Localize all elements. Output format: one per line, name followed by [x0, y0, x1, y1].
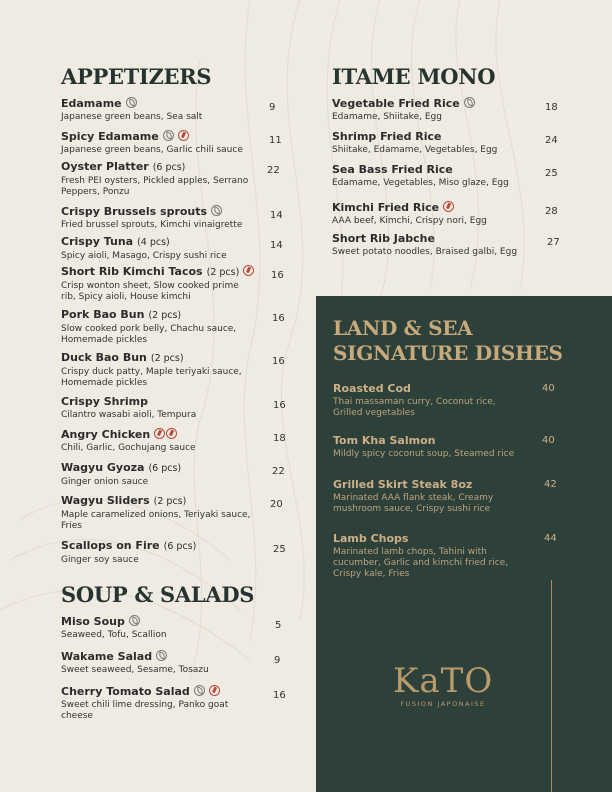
item-price: 44 [544, 533, 557, 544]
item-title: Wagyu Sliders [61, 494, 150, 507]
item-name [61, 461, 251, 476]
item-price: 16 [273, 690, 286, 701]
item-description: Marinated AAA flank steak, Creamy mushroom sauce, Crispy sushi rice [333, 493, 494, 514]
item-description: Sweet chili lime dressing, Panko goat cheese [61, 700, 229, 721]
item-title: Grilled Skirt Steak 8oz [333, 478, 473, 491]
item-name [61, 539, 251, 554]
item-description: Marinated lamb chops, Tahini with cucumber, Garlic and kimchi fried rice, Crispy kale, Fries [333, 547, 509, 579]
item-name [332, 163, 542, 177]
menu-item [61, 351, 251, 389]
item-name [332, 232, 542, 246]
item-description: Seaweed, Tofu, Scallion [61, 630, 167, 640]
spicy-icon [166, 428, 177, 439]
item-name [61, 308, 251, 323]
menu-item [61, 395, 251, 421]
menu-item [61, 130, 251, 156]
menu-item [61, 308, 251, 346]
item-price: 18 [545, 102, 558, 113]
item-description: AAA beef, Kimchi, Crispy nori, Egg [332, 216, 487, 226]
menu-item [61, 265, 251, 303]
menu-item [332, 163, 542, 189]
item-description: Mildly spicy coconut soup, Steamed rice [333, 449, 515, 459]
item-price: 25 [273, 544, 286, 555]
item-title: Pork Bao Bun [61, 308, 145, 321]
item-price: 11 [269, 135, 282, 146]
item-title: Short Rib Kimchi Tacos [61, 265, 203, 278]
item-title: Tom Kha Salmon [333, 434, 436, 447]
item-price: 42 [544, 479, 557, 490]
item-description: Shiitake, Edamame, Vegetables, Egg [332, 145, 498, 155]
item-description: Edamame, Vegetables, Miso glaze, Egg [332, 178, 509, 188]
item-quantity: (2 pcs) [153, 496, 187, 507]
item-price: 14 [270, 210, 283, 221]
item-name [333, 382, 523, 396]
vegetarian-icon [211, 205, 222, 216]
item-price: 22 [267, 165, 280, 176]
vegetarian-icon [464, 97, 475, 108]
item-description: Crispy duck patty, Maple teriyaki sauce, Homemade pickles [61, 367, 242, 388]
logo-wordmark: KaTO [393, 661, 494, 701]
menu-item [61, 160, 251, 198]
logo-tagline: FUSION JAPONAISE [400, 700, 486, 708]
item-name [61, 615, 251, 629]
item-title: Kimchi Fried Rice [332, 201, 440, 214]
item-price: 27 [547, 237, 560, 248]
item-name [333, 434, 523, 448]
menu-item [61, 615, 251, 641]
item-price: 28 [545, 206, 558, 217]
item-title: Oyster Platter [61, 160, 149, 173]
item-description: Ginger soy sauce [61, 555, 139, 565]
item-title: Crispy Tuna [61, 235, 134, 248]
vegetarian-icon [163, 130, 174, 141]
item-price: 9 [269, 102, 276, 113]
item-description: Crisp wonton sheet, Slow cooked prime rib, Spicy aioli, House kimchi [61, 281, 239, 302]
menu-item [61, 494, 251, 532]
item-description: Sweet potato noodles, Braised galbi, Egg [332, 247, 518, 257]
item-description: Slow cooked pork belly, Chachu sauce, Homemade pickles [61, 324, 237, 345]
item-price: 5 [275, 620, 282, 631]
menu-item [61, 461, 251, 488]
item-description: Edamame, Shiitake, Egg [332, 112, 442, 122]
item-description: Japanese green beans, Garlic chili sauce [61, 145, 243, 155]
item-name [332, 130, 542, 144]
item-price: 20 [270, 499, 283, 510]
item-name [61, 205, 251, 219]
item-title: Short Rib Jabche [332, 232, 435, 245]
item-name [61, 265, 251, 280]
item-price: 16 [273, 400, 286, 411]
menu-item [61, 97, 251, 123]
itame-mono-heading: ITAME MONO [332, 64, 496, 89]
spicy-icon [178, 130, 189, 141]
item-name [332, 201, 542, 215]
item-description: Spicy aioli, Masago, Crispy sushi rice [61, 251, 227, 261]
item-price: 16 [272, 313, 285, 324]
item-title: Spicy Edamame [61, 130, 159, 143]
item-name [61, 395, 251, 409]
soup-salads-heading: SOUP & SALADS [61, 582, 255, 607]
item-price: 40 [542, 383, 555, 394]
menu-item [333, 532, 523, 580]
item-description: Japanese green beans, Sea salt [61, 112, 203, 122]
menu-item [61, 650, 251, 676]
item-title: Wagyu Gyoza [61, 461, 145, 474]
item-title: Lamb Chops [333, 532, 409, 545]
item-name [61, 130, 251, 144]
item-title: Crispy Shrimp [61, 395, 148, 408]
signature-heading-line2: SIGNATURE DISHES [333, 341, 563, 365]
menu-item [333, 382, 523, 419]
signature-dishes-panel [316, 296, 612, 792]
item-price: 24 [545, 135, 558, 146]
menu-item [61, 205, 251, 231]
item-description: Thai massaman curry, Coconut rice, Grilled vegetables [333, 397, 496, 418]
item-description: Ginger onion sauce [61, 477, 149, 487]
signature-dishes-heading [333, 316, 563, 366]
item-name [333, 478, 523, 492]
menu-item [332, 130, 542, 156]
item-description: Sweet seaweed, Sesame, Tosazu [61, 665, 209, 675]
menu-item [61, 428, 251, 454]
item-name [61, 351, 251, 366]
item-price: 16 [271, 270, 284, 281]
spicy-icon [443, 201, 454, 212]
item-title: Cherry Tomato Salad [61, 685, 190, 698]
vegetarian-icon [129, 615, 140, 626]
spicy-icon [154, 428, 165, 439]
menu-item [61, 685, 251, 722]
item-title: Shrimp Fried Rice [332, 130, 442, 143]
item-price: 22 [272, 466, 285, 477]
item-price: 14 [270, 240, 283, 251]
item-name [333, 532, 523, 546]
menu-item [61, 539, 251, 566]
menu-item [332, 201, 542, 227]
item-description: Chili, Garlic, Gochujang sauce [61, 443, 196, 453]
item-title: Wakame Salad [61, 650, 153, 663]
item-name [61, 650, 251, 664]
item-quantity: (2 pcs) [148, 310, 182, 321]
menu-item [332, 97, 542, 123]
item-price: 18 [273, 433, 286, 444]
item-quantity: (4 pcs) [137, 237, 170, 248]
item-name [61, 428, 251, 442]
menu-item [61, 235, 251, 262]
item-quantity: (2 pcs) [206, 267, 240, 278]
item-description: Fresh PEI oysters, Pickled apples, Serrano Peppers, Ponzu [61, 176, 249, 197]
item-name [61, 160, 251, 175]
item-title: Angry Chicken [61, 428, 151, 441]
item-name [332, 97, 542, 111]
item-price: 40 [542, 435, 555, 446]
menu-item [333, 434, 523, 460]
item-quantity: (2 pcs) [150, 353, 184, 364]
signature-heading-line1: LAND & SEA [333, 316, 473, 340]
menu-item [333, 478, 523, 515]
spicy-icon [209, 685, 220, 696]
item-title: Vegetable Fried Rice [332, 97, 460, 110]
item-price: 9 [274, 655, 281, 666]
item-description: Fried brussel sprouts, Kimchi vinaigrette [61, 220, 243, 230]
item-title: Crispy Brussels sprouts [61, 205, 208, 218]
item-title: Miso Soup [61, 615, 125, 628]
item-title: Edamame [61, 97, 122, 110]
item-price: 25 [545, 168, 558, 179]
vegetarian-icon [194, 685, 205, 696]
item-title: Scallops on Fire [61, 539, 160, 552]
decorative-divider [551, 580, 552, 792]
vegetarian-icon [126, 97, 137, 108]
item-name [61, 97, 251, 111]
item-title: Duck Bao Bun [61, 351, 147, 364]
item-title: Sea Bass Fried Rice [332, 163, 453, 176]
item-description: Maple caramelized onions, Teriyaki sauce, Fries [61, 510, 251, 531]
appetizers-heading: APPETIZERS [61, 64, 212, 89]
item-quantity: (6 pcs) [152, 162, 186, 173]
item-name [61, 685, 251, 699]
kato-logo [393, 663, 493, 708]
item-name [61, 235, 251, 250]
item-price: 16 [272, 356, 285, 367]
item-quantity: (6 pcs) [163, 541, 197, 552]
vegetarian-icon [156, 650, 167, 661]
item-title: Roasted Cod [333, 382, 411, 395]
item-name [61, 494, 251, 509]
item-quantity: (6 pcs) [148, 463, 182, 474]
item-description: Cilantro wasabi aioli, Tempura [61, 410, 197, 420]
menu-item [332, 232, 542, 258]
